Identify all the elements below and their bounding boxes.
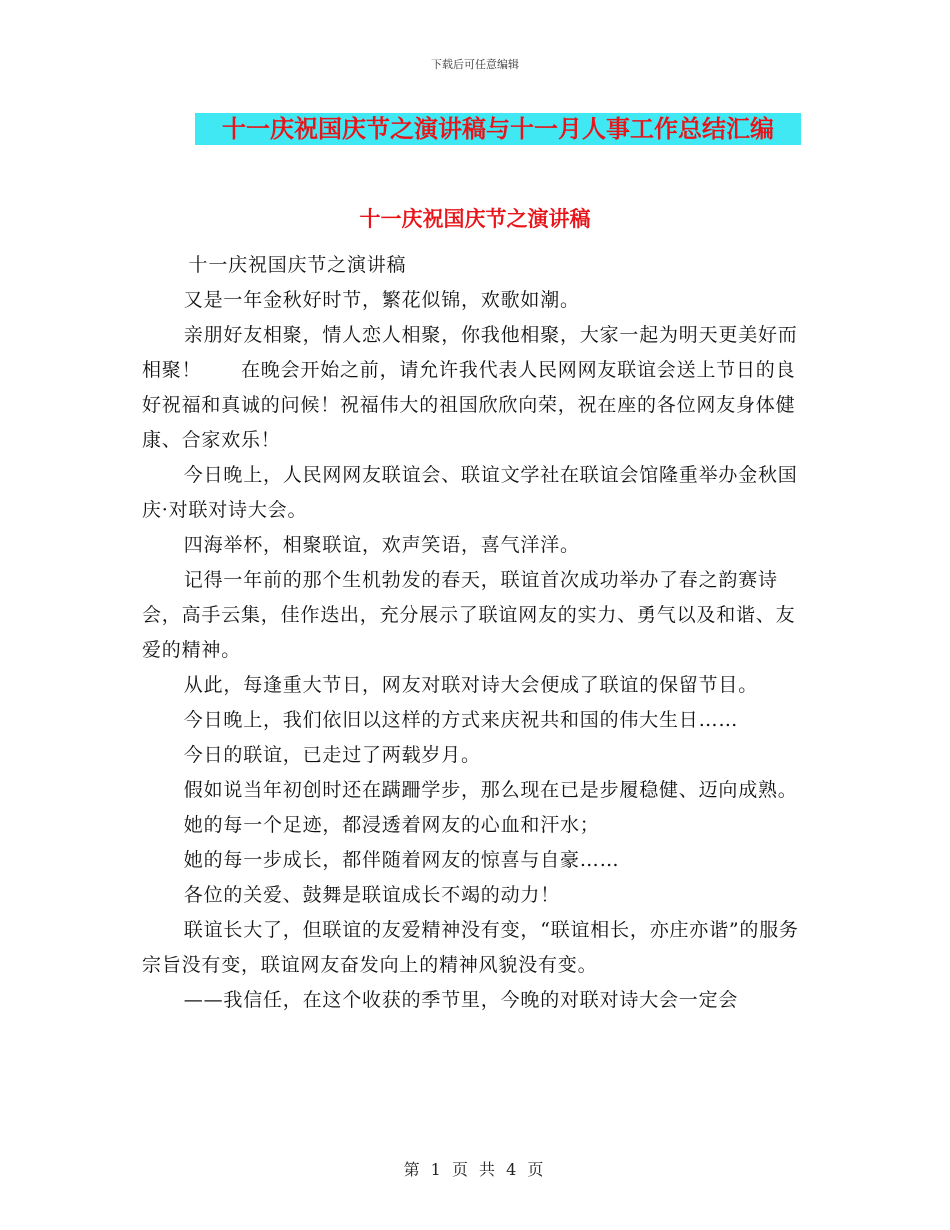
document-body [142,248,802,1018]
paragraph: 假如说当年初创时还在蹒跚学步，那么现在已是步履稳健、迈向成熟。 [183,779,798,801]
paragraph: 联谊长大了，但联谊的友爱精神没有变，“联谊相长，亦庄亦谐”的服务宗旨没有变，联谊网友奋发向上的精神风貌没有变。 [142,919,799,976]
header-note: 下载后可任意编辑 [431,58,519,71]
document-title: 十一庆祝国庆节之演讲稿与十一月人事工作总结汇编 [222,114,774,143]
paragraph: 四海举杯，相聚联谊，欢声笑语，喜气洋洋。 [183,534,580,556]
paragraph: 又是一年金秋好时节，繁花似锦，欢歌如潮。 [183,289,580,311]
paragraph: 各位的关爱、鼓舞是联谊成长不竭的动力！ [183,884,560,906]
paragraph: 记得一年前的那个生机勃发的春天，联谊首次成功举办了春之韵赛诗会，高手云集，佳作迭出，充分展示了联谊网友的实力、勇气以及和谐、友爱的精神。 [142,569,796,661]
page-number-footer: 第 1 页 共 4 页 [403,1160,547,1179]
paragraph: ——我信任，在这个收获的季节里，今晚的对联对诗大会一定会 [183,989,739,1011]
paragraph: 她的每一个足迹，都浸透着网友的心血和汗水； [183,814,600,836]
paragraph: 今日晚上，我们依旧以这样的方式来庆祝共和国的伟大生日…… [183,709,739,731]
section-title: 十一庆祝国庆节之演讲稿 [359,206,591,231]
paragraph: 今日晚上，人民网网友联谊会、联谊文学社在联谊会馆隆重举办金秋国庆·对联对诗大会。 [142,464,798,521]
paragraph: 今日的联谊，已走过了两载岁月。 [183,744,481,766]
document-title-highlight [195,113,801,145]
paragraph: 从此，每逢重大节日，网友对联对诗大会便成了联谊的保留节目。 [183,674,758,696]
paragraph: 亲朋好友相聚，情人恋人相聚，你我他相聚，大家一起为明天更美好而相聚！ 在晚会开始之前，请允许我代表人民网网友联谊会送上节日的良好祝福和真诚的问候！祝福伟大的祖国欣欣向荣，祝在座的各位网友身体健康、合家欢乐！ [142,324,798,451]
paragraph: 她的每一步成长，都伴随着网友的惊喜与自豪…… [183,849,620,871]
paragraph: 十一庆祝国庆节之演讲稿 [188,254,407,276]
